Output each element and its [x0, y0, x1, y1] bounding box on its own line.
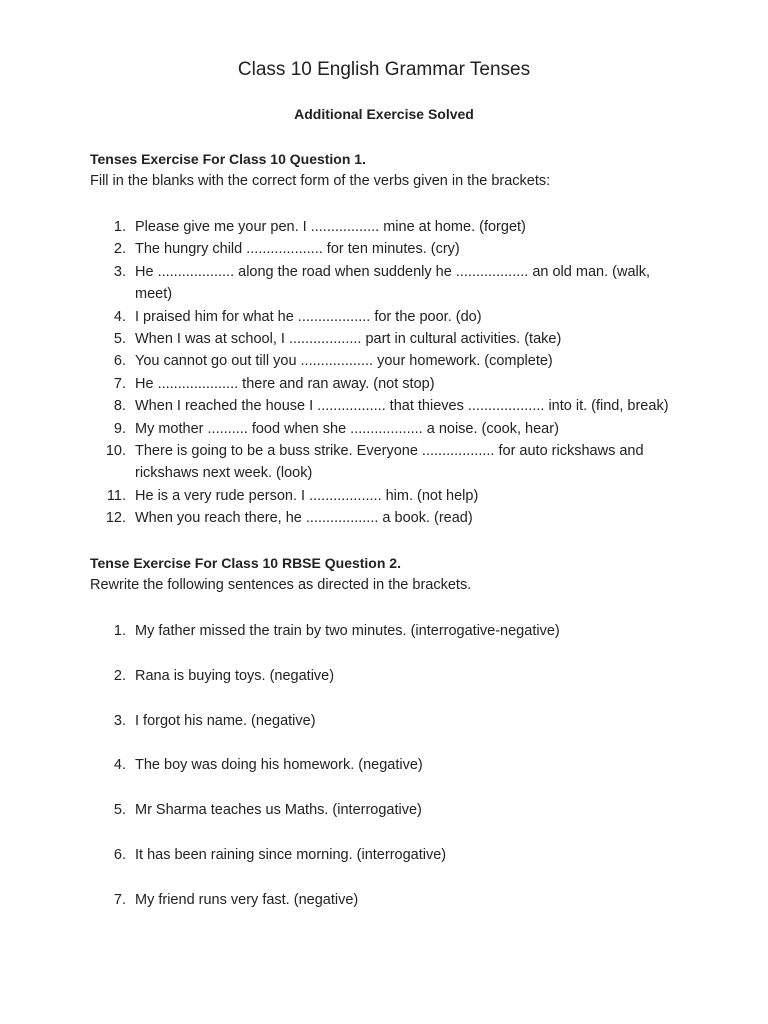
- question-1-item: [90, 238, 690, 260]
- question-1-item: [90, 350, 690, 372]
- list-item-number: 6.: [113, 353, 126, 370]
- list-item-text: When I was at school, I .................. part in cultural activities. (take): [135, 331, 562, 348]
- list-item-text: He is a very rude person. I .................. him. (not help): [135, 487, 479, 504]
- question-1-heading: Tenses Exercise For Class 10 Question 1.: [90, 151, 366, 167]
- list-item-number: 6.: [113, 846, 126, 863]
- question-1-item: [90, 328, 690, 350]
- question-2-item: [90, 889, 690, 934]
- list-item-text: The hungry child ................... for ten minutes. (cry): [135, 241, 460, 258]
- list-item-number: 1.: [113, 623, 126, 639]
- list-item-text: Mr Sharma teaches us Maths. (interrogative): [135, 802, 422, 819]
- question-1-item: [90, 485, 690, 507]
- question-2-item: [90, 754, 690, 799]
- question-1-item: [90, 261, 690, 306]
- document-title: Class 10 English Grammar Tenses: [237, 59, 531, 80]
- list-item-text: My friend runs very fast. (negative): [135, 891, 359, 908]
- question-1-list: [90, 216, 690, 530]
- question-2-item: [90, 665, 690, 710]
- list-item-text: When you reach there, he .................. a book. (read): [135, 510, 473, 527]
- list-item-text: I forgot his name. (negative): [135, 712, 316, 729]
- list-item-text: He .................... there and ran away. (not stop): [135, 375, 435, 392]
- list-item-number: 7.: [113, 375, 126, 392]
- list-item-number: 8.: [113, 398, 126, 415]
- list-item-text: My mother .......... food when she .................. a noise. (cook, hear): [135, 420, 559, 437]
- list-item-text: Please give me your pen. I ................. mine at home. (forget): [135, 219, 526, 235]
- list-item-number: 4.: [113, 308, 126, 325]
- question-1-item: [90, 306, 690, 328]
- list-item-number: 5.: [113, 802, 126, 819]
- question-1-item: [90, 373, 690, 395]
- list-item-text: My father missed the train by two minutes. (interrogative-negative): [135, 623, 560, 639]
- question-1-item: [90, 216, 690, 238]
- list-item-number: 5.: [113, 331, 126, 348]
- list-item-number: 4.: [113, 757, 126, 774]
- list-item-number: 3.: [113, 263, 126, 280]
- list-item-text: Rana is buying toys. (negative): [135, 667, 335, 684]
- list-item-number: 7.: [113, 891, 126, 908]
- list-item-number: 10.: [105, 443, 126, 460]
- question-2-item: [90, 710, 690, 755]
- question-1-item: [90, 395, 690, 417]
- list-item-text: I praised him for what he .................. for the poor. (do): [135, 308, 482, 325]
- list-item-number: 3.: [113, 712, 126, 729]
- list-item-text: There is going to be a buss strike. Everyone .................. for auto rickshaws and rickshaws next week. (look): [135, 443, 644, 482]
- question-2-item: [90, 620, 690, 665]
- list-item-number: 9.: [113, 420, 126, 437]
- list-item-number: 2.: [113, 667, 126, 684]
- document-subtitle: Additional Exercise Solved: [294, 106, 474, 122]
- question-2-item: [90, 844, 690, 889]
- list-item-text: When I reached the house I ................. that thieves ................... into it. (find, break): [135, 398, 669, 415]
- question-1-item: [90, 418, 690, 440]
- list-item-text: It has been raining since morning. (interrogative): [135, 846, 447, 863]
- question-1-item: [90, 507, 690, 529]
- question-2-instruction: Rewrite the following sentences as directed in the brackets.: [90, 577, 472, 593]
- list-item-text: He ................... along the road when suddenly he .................. an old man. (walk, meet): [135, 263, 651, 303]
- question-2-heading: Tense Exercise For Class 10 RBSE Question 2.: [90, 555, 401, 571]
- list-item-number: 12.: [105, 510, 126, 527]
- list-item-text: You cannot go out till you .................. your homework. (complete): [135, 353, 553, 370]
- list-item-number: 1.: [113, 219, 126, 235]
- list-item-number: 2.: [113, 241, 126, 258]
- question-2-item: [90, 799, 690, 844]
- list-item-text: The boy was doing his homework. (negative): [135, 757, 423, 774]
- question-1-instruction: Fill in the blanks with the correct form of the verbs given in the brackets:: [90, 173, 551, 189]
- list-item-number: 11.: [106, 487, 126, 504]
- question-1-item: [90, 440, 690, 485]
- question-2-list: [90, 620, 690, 934]
